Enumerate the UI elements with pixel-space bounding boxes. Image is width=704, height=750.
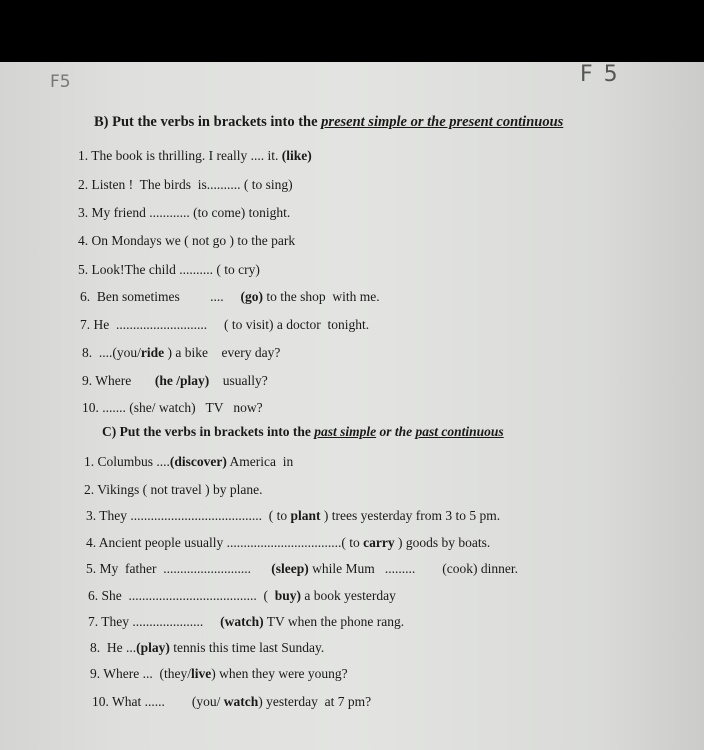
section-c-item-text: 2. Vikings ( not travel ) by plane. <box>84 482 263 497</box>
section-c-item-4 <box>86 535 490 551</box>
section-c-item-text: 9. Where ... (they/ <box>90 666 191 681</box>
section-c-heading-prefix: C) Put the verbs in brackets into the <box>102 424 315 439</box>
section-b-item-text: 10. ....... (she/ watch) TV now? <box>82 400 263 415</box>
section-b-item-text: 2. Listen ! The birds <box>78 177 198 192</box>
section-c-item-text: 1. Columbus .... <box>84 454 170 469</box>
section-b-item-10 <box>82 400 263 416</box>
section-b-item-text-end: ) a bike every day? <box>164 345 281 360</box>
section-c-item-verb: carry <box>363 535 395 550</box>
section-b-item-text-end: usually? <box>209 373 268 388</box>
section-c-heading-middle: or the <box>376 424 416 439</box>
section-c-item-5 <box>86 561 518 577</box>
section-c-heading <box>102 424 504 440</box>
section-c-item-text: 10. What ...... (you/ <box>92 694 224 709</box>
section-b-item-verb: (like) <box>281 148 312 163</box>
section-b-item-text-end: to the shop with me. <box>263 289 380 304</box>
section-c-heading-emphasis-2: past continuous <box>415 424 504 439</box>
section-c-item-text-end: ) goods by boats. <box>394 535 491 550</box>
section-b-item-5 <box>78 262 260 278</box>
section-b-item-text: 5. Look!The child .......... ( to cry) <box>78 262 260 277</box>
section-c-item-verb: (watch) <box>220 614 264 629</box>
section-c-item-text-end: ) trees yesterday from 3 to 5 pm. <box>320 508 501 523</box>
section-c-item-10 <box>92 694 371 710</box>
section-b-item-text-end: is.......... ( to sing) <box>197 177 293 192</box>
section-b-item-text: 9. Where <box>82 373 155 388</box>
section-c-item-text-end: ) yesterday at 7 pm? <box>258 694 372 709</box>
section-b-item-verb: ride <box>140 345 165 360</box>
section-b-item-3 <box>78 205 290 221</box>
section-c-item-verb: watch <box>223 694 259 709</box>
section-c-item-text-end: while Mum ......... (cook) dinner. <box>308 561 518 576</box>
section-c-item-text: 3. They ....................................... ( to <box>86 508 291 523</box>
section-c-item-text: 4. Ancient people usually ..................................( to <box>86 535 364 550</box>
section-c-item-6 <box>88 588 396 604</box>
section-c-item-verb: plant <box>290 508 321 523</box>
section-c-item-2 <box>84 482 263 498</box>
section-b-item-text: 8. ....(you/ <box>82 345 141 360</box>
section-b-item-2 <box>78 177 293 193</box>
section-b-item-text: 6. Ben sometimes .... <box>80 289 241 304</box>
section-c-heading-emphasis-1: past simple <box>314 424 377 439</box>
section-c-item-3 <box>86 508 500 524</box>
section-c-item-text-end: America in <box>226 454 294 469</box>
section-c-item-verb: buy) <box>274 588 302 603</box>
section-b-item-verb: (he /play) <box>154 373 210 388</box>
section-b-item-8 <box>82 345 280 361</box>
section-b-item-7 <box>80 317 369 333</box>
section-b-heading <box>94 114 563 131</box>
corner-label-left: F5 <box>50 72 71 92</box>
section-b-item-6 <box>80 289 380 305</box>
section-b-item-text: 3. My friend ............ (to come) tonight. <box>78 205 291 220</box>
section-c-item-1 <box>84 454 293 470</box>
section-b-item-1 <box>78 148 312 164</box>
section-c-item-7 <box>88 614 404 630</box>
section-c-item-verb: live <box>190 666 212 681</box>
section-c-item-verb: (play) <box>136 640 170 655</box>
section-c-item-text: 5. My father .......................... <box>86 561 272 576</box>
section-b-item-text: 1. The book is thrilling. I really .... it. <box>78 148 282 163</box>
section-c-item-text: 7. They ..................... <box>88 614 221 629</box>
section-b-item-4 <box>78 233 295 249</box>
corner-label-right: F 5 <box>580 62 620 87</box>
section-b-item-text: 4. On Mondays we ( not go ) to the park <box>78 233 296 248</box>
section-b-heading-emphasis: present simple or the present continuous <box>321 114 564 130</box>
section-c-item-text-end: a book yesterday <box>301 588 396 603</box>
section-b-item-9 <box>82 373 268 389</box>
section-b-heading-prefix: B) Put the verbs in brackets into the <box>94 114 322 130</box>
section-c-item-verb: (discover) <box>169 454 227 469</box>
section-c-item-text-end: tennis this time last Sunday. <box>169 640 325 655</box>
section-c-item-9 <box>90 666 348 682</box>
section-b-item-verb: (go) <box>240 289 263 304</box>
section-c-item-text: 8. He ... <box>90 640 137 655</box>
section-b-item-text: 7. He ........................... ( to visit) a doctor tonight. <box>80 317 370 332</box>
section-c-item-8 <box>90 640 324 656</box>
section-c-item-text-end: ) when they were young? <box>211 666 348 681</box>
section-c-item-verb: (sleep) <box>271 561 309 576</box>
worksheet-paper <box>0 62 704 750</box>
section-c-item-text: 6. She ...................................... ( <box>88 588 275 603</box>
section-c-item-text-end: TV when the phone rang. <box>263 614 405 629</box>
